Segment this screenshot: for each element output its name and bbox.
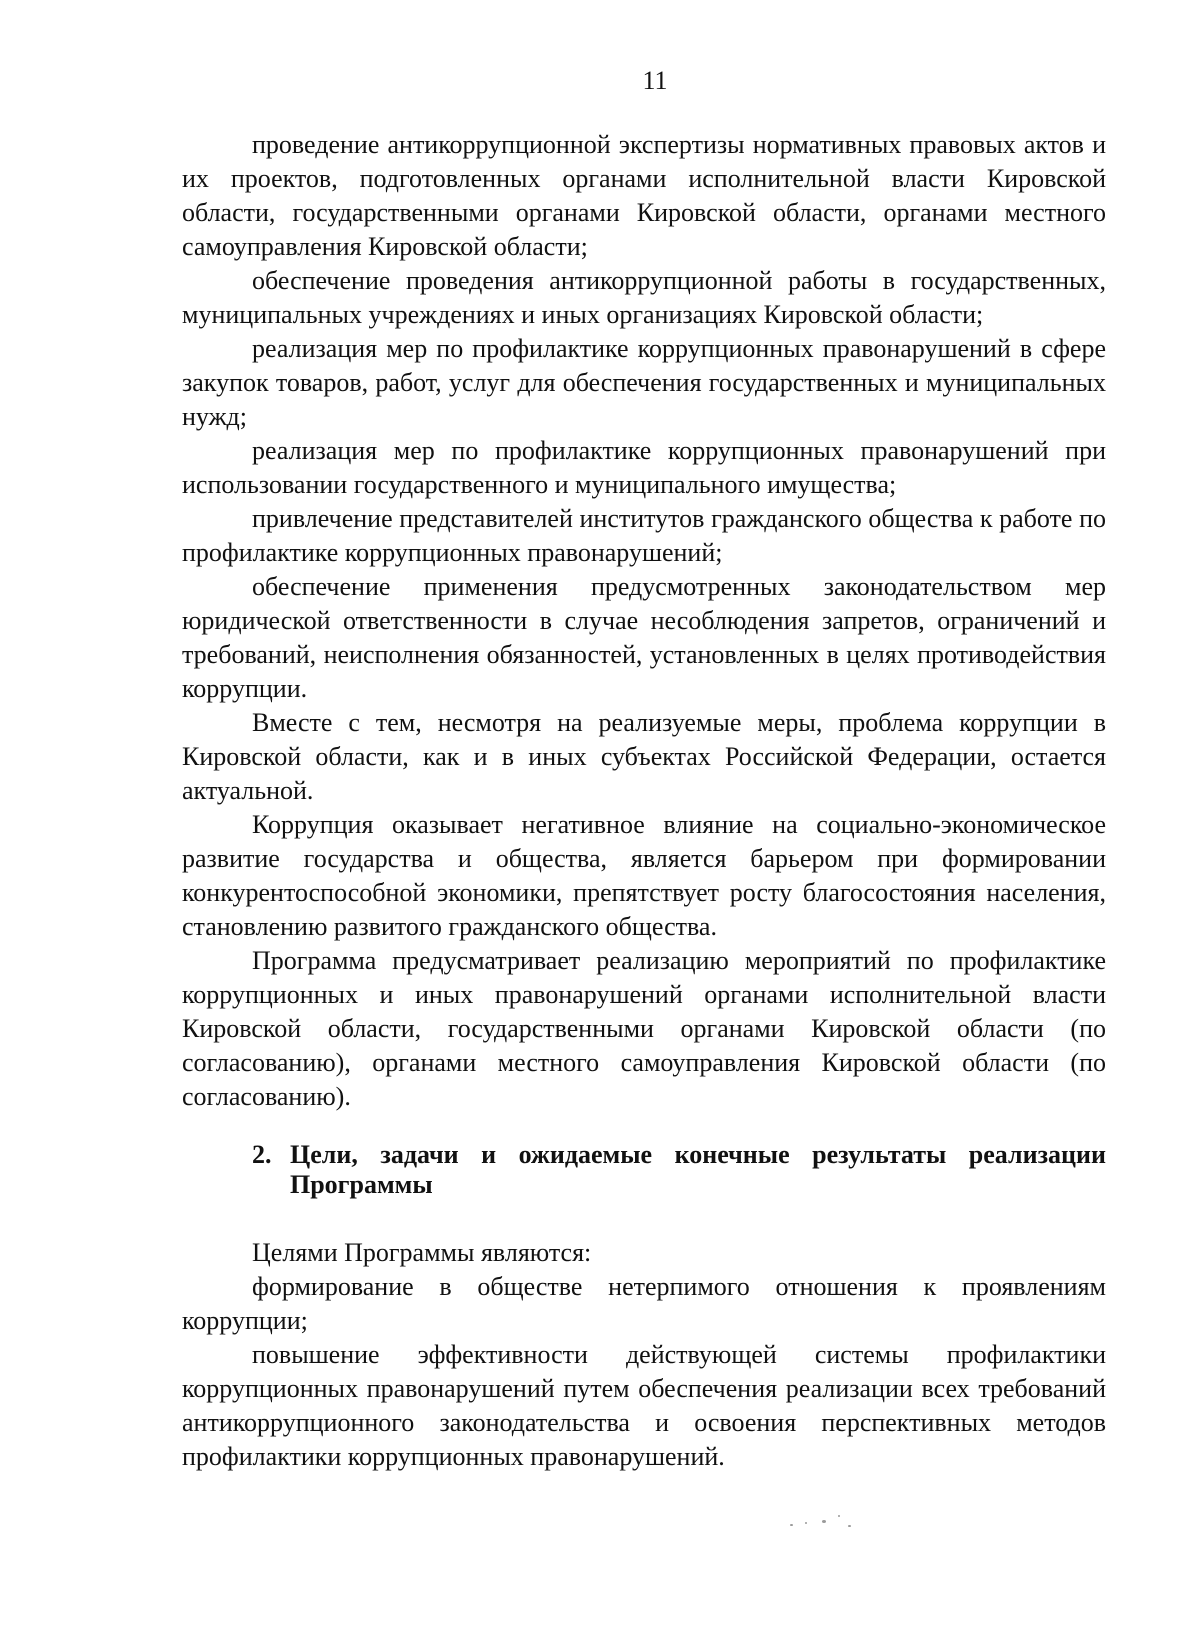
goal-item: формирование в обществе нетерпимого отношения к проявлениям коррупции;	[182, 1272, 1106, 1335]
body-text	[182, 128, 1106, 1114]
section-heading	[252, 1140, 1106, 1200]
scan-artifact	[848, 1525, 851, 1527]
scan-artifact	[805, 1522, 807, 1524]
goals-list	[182, 1236, 1106, 1474]
paragraph-procurement: реализация мер по профилактике коррупционных правонарушений в сфере закупок товаров, работ, услуг для обеспечения государственных и муниципальных нужд;	[182, 334, 1106, 431]
goals-intro: Целями Программы являются:	[252, 1238, 592, 1267]
paragraph-civil-society: привлечение представителей институтов гражданского общества к работе по профилактике коррупционных правонарушений;	[182, 504, 1106, 567]
paragraph-program-measures: Программа предусматривает реализацию мероприятий по профилактике коррупционных и иных правонарушений органами исполнительной власти Кировской области, государственными органами Кировской области (по согласованию), органами местного самоуправления Кировской области (по согласованию).	[182, 946, 1106, 1111]
paragraph-anticorruption-work: обеспечение проведения антикоррупционной работы в государственных, муниципальных учреждениях и иных организациях Кировской области;	[182, 266, 1106, 329]
paragraph-property: реализация мер по профилактике коррупционных правонарушений при использовании государственного и муниципального имущества;	[182, 436, 1106, 499]
scan-artifact	[838, 1515, 840, 1517]
scan-artifact	[790, 1524, 793, 1526]
paragraph-problem-relevance: Вместе с тем, несмотря на реализуемые меры, проблема коррупции в Кировской области, как и в иных субъектах Российской Федерации, остается актуальной.	[182, 708, 1106, 805]
page-number: 11	[642, 66, 668, 95]
scan-artifact	[822, 1520, 826, 1523]
paragraph-liability: обеспечение применения предусмотренных законодательством мер юридической ответственности в случае несоблюдения запретов, ограничений и требований, неисполнения обязанностей, установленных в целях противодействия коррупции.	[182, 572, 1106, 703]
goal-item: повышение эффективности действующей системы профилактики коррупционных правонарушений путем обеспечения реализации всех требований антикоррупционного законодательства и освоения перспективных методов профилактики коррупционных правонарушений.	[182, 1340, 1106, 1471]
section-title: Цели, задачи и ожидаемые конечные результаты реализации Программы	[290, 1140, 1106, 1199]
section-number: 2.	[252, 1140, 272, 1169]
paragraph-corruption-impact: Коррупция оказывает негативное влияние на социально-экономическое развитие государства и общества, является барьером при формировании конкурентоспособной экономики, препятствует росту благосостояния населения, становлению развитого гражданского общества.	[182, 810, 1106, 941]
paragraph-expertise: проведение антикоррупционной экспертизы нормативных правовых актов и их проектов, подготовленных органами исполнительной власти Кировской области, государственными органами Кировской области, органами местного самоуправления Кировской области;	[182, 130, 1106, 261]
